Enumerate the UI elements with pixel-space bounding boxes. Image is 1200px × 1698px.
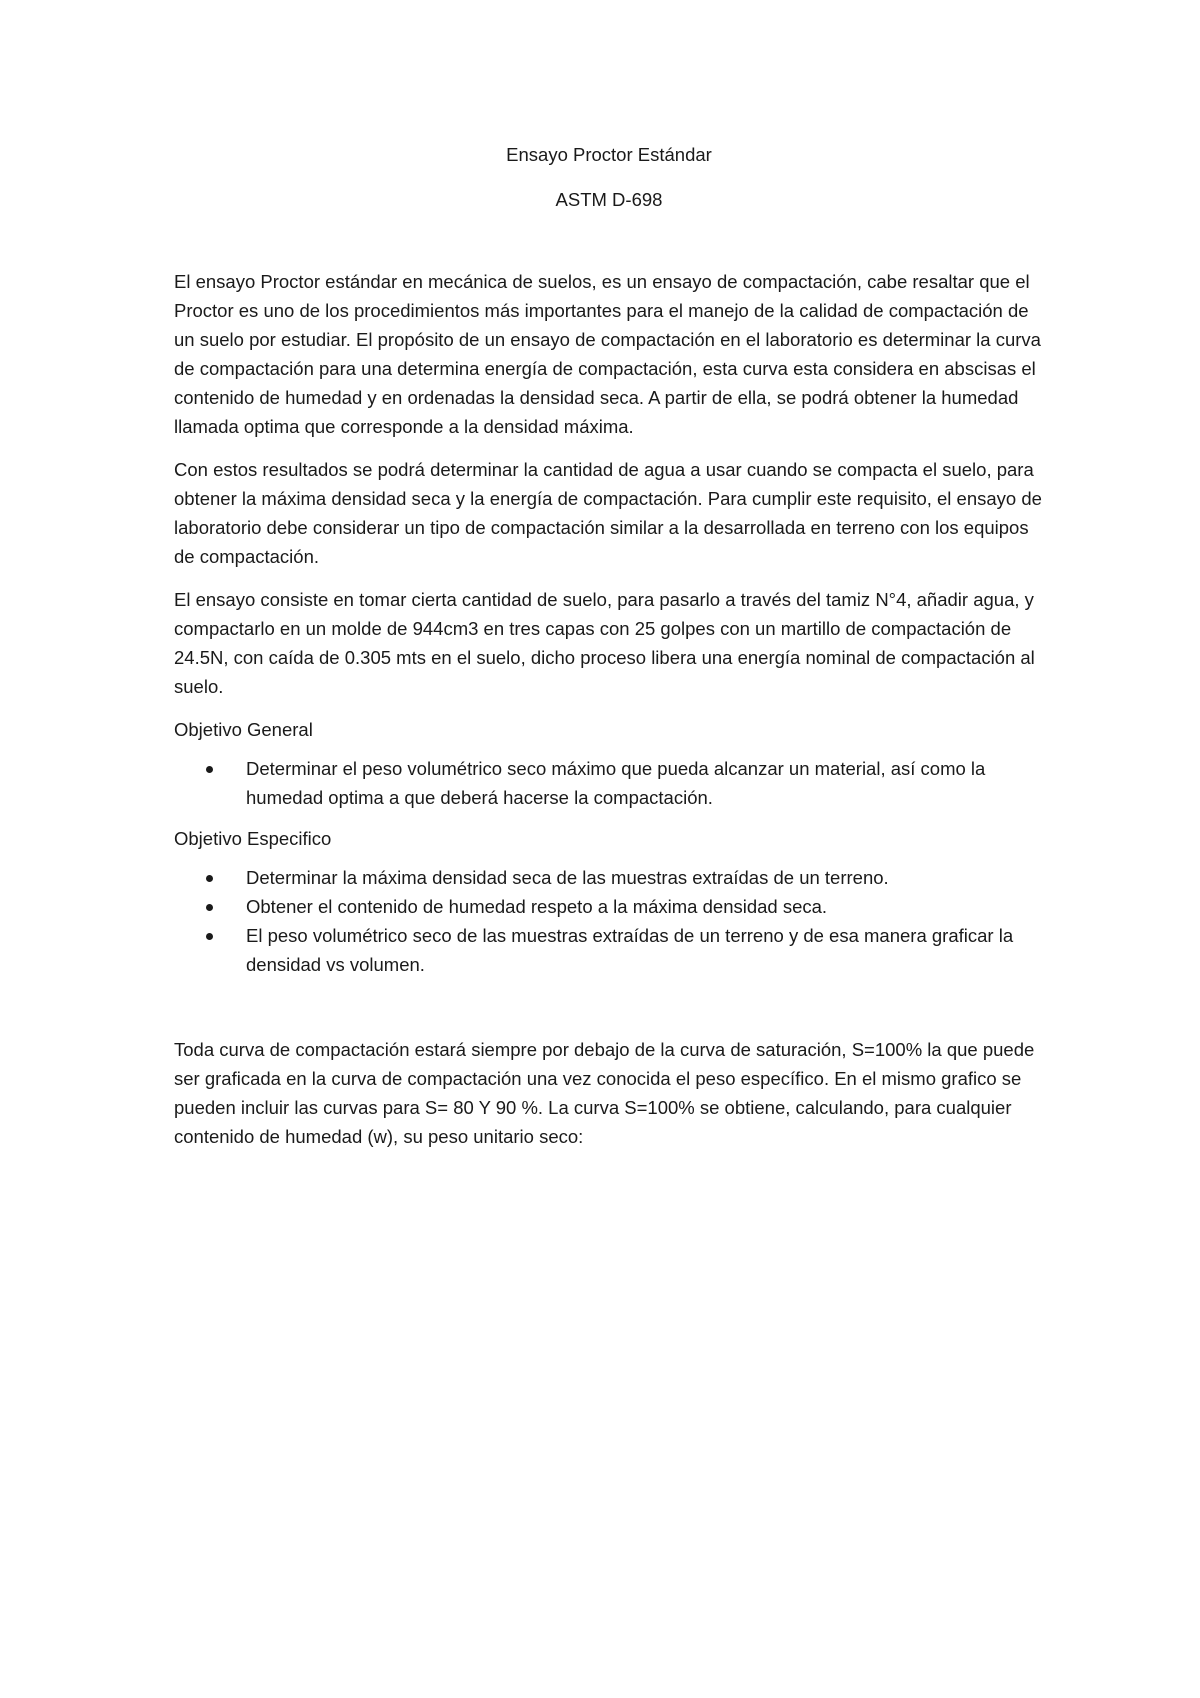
paragraph-procedure: El ensayo consiste en tomar cierta cantidad de suelo, para pasarlo a través del tamiz N°4, añadir agua, y compactarlo en un molde de 944cm3 en tres capas con 25 golpes con un martillo de compactación de 24.5N, con caída de 0.305 mts en el suelo, dicho proceso libera una energía nominal de compactación al suelo. [174, 589, 1035, 697]
list-item [174, 754, 1044, 812]
list-item-text: El peso volumétrico seco de las muestras extraídas de un terreno y de esa manera graficar la densidad vs volumen. [246, 925, 1014, 975]
paragraph-intro: El ensayo Proctor estándar en mecánica de suelos, es un ensayo de compactación, cabe resaltar que el Proctor es uno de los procedimientos más importantes para el manejo de la calidad de compactación de un suelo por estudiar. El propósito de un ensayo de compactación en el laboratorio es determinar la curva de compactación para una determina energía de compactación, esta curva esta considera en abscisas el contenido de humedad y en ordenadas la densidad seca. A partir de ella, se podrá obtener la humedad llamada optima que corresponde a la densidad máxima. [174, 271, 1041, 437]
paragraph-results: Con estos resultados se podrá determinar la cantidad de agua a usar cuando se compacta el suelo, para obtener la máxima densidad seca y la energía de compactación. Para cumplir este requisito, el ensayo de laboratorio debe considerar un tipo de compactación similar a la desarrollada en terreno con los equipos de compactación. [174, 459, 1042, 567]
list-item [174, 892, 1044, 921]
bullet-icon [206, 766, 213, 773]
list-item [174, 863, 1044, 892]
list-objetivo-general [174, 754, 1044, 812]
list-item-text: Determinar el peso volumétrico seco máximo que pueda alcanzar un material, así como la humedad optima a que deberá hacerse la compactación. [246, 758, 986, 808]
heading-objetivo-especifico: Objetivo Especifico [174, 828, 332, 849]
bullet-icon [206, 875, 213, 882]
list-item-text: Obtener el contenido de humedad respeto a la máxima densidad seca. [246, 896, 828, 917]
list-item-text: Determinar la máxima densidad seca de las muestras extraídas de un terreno. [246, 867, 889, 888]
heading-objetivo-general: Objetivo General [174, 719, 313, 740]
paragraph-closing: Toda curva de compactación estará siempre por debajo de la curva de saturación, S=100% la que puede ser graficada en la curva de compactación una vez conocida el peso específico. En el mismo grafico se pueden incluir las curvas para S= 80 Y 90 %. La curva S=100% se obtiene, calculando, para cualquier contenido de humedad (w), su peso unitario seco: [174, 1039, 1035, 1147]
document-body [174, 141, 1044, 1165]
list-objetivo-especifico [174, 863, 1044, 979]
bullet-icon [206, 933, 213, 940]
document-title: Ensayo Proctor Estándar [506, 144, 712, 165]
list-item [174, 921, 1044, 979]
document-subtitle: ASTM D-698 [555, 189, 663, 210]
bullet-icon [206, 904, 213, 911]
spacer [174, 991, 1044, 1035]
